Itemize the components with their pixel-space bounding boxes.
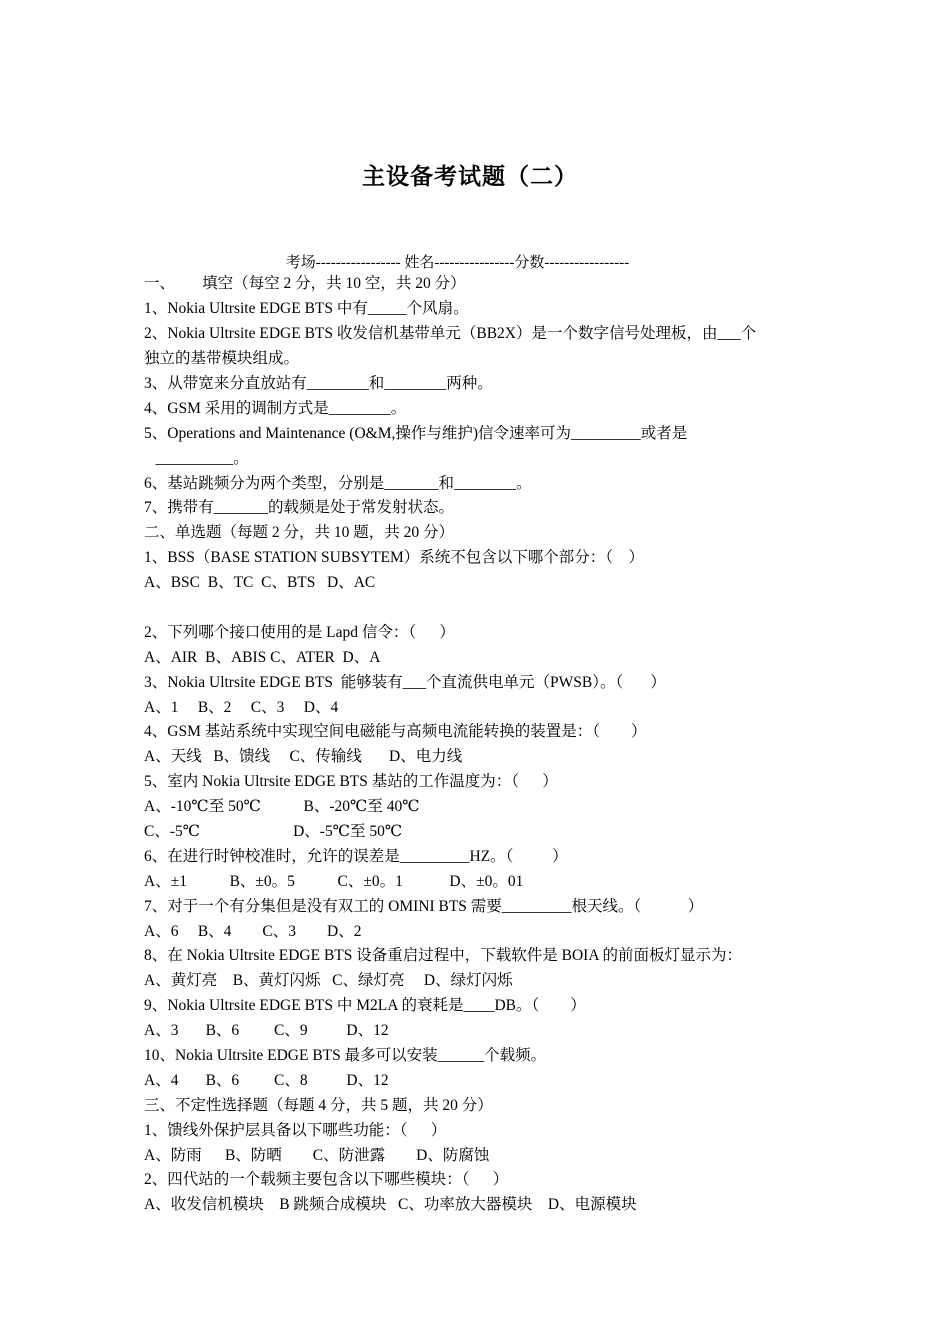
text-line: 2、四代站的一个载频主要包含以下哪些模块：（ ） (144, 1171, 509, 1188)
text-line: 4、GSM 采用的调制方式是________。 (144, 400, 407, 417)
text-line: 3、Nokia Ultrsite EDGE BTS 能够装有___个直流供电单元（PWSB）。（ ） (144, 674, 666, 691)
text-line: 5、Operations and Maintenance (O&M,操作与维护)信令速率可为_________或者是 (144, 425, 688, 442)
text-line: A、防雨 B、防晒 C、防泄露 D、防腐蚀 (144, 1147, 490, 1164)
text-line: A、BSC B、TC C、BTS D、AC (144, 574, 376, 591)
text-line: A、6 B、4 C、3 D、2 (144, 923, 362, 940)
text-line: 9、Nokia Ultrsite EDGE BTS 中 M2LA 的衰耗是____DB。（ ） (144, 997, 586, 1014)
text-line: 1、Nokia Ultrsite EDGE BTS 中有_____个风扇。 (144, 300, 469, 317)
text-line: 10、Nokia Ultrsite EDGE BTS 最多可以安装______个载频。 (144, 1047, 547, 1064)
text-line: 8、在 Nokia Ultrsite EDGE BTS 设备重启过程中，下载软件是 BOIA 的前面板灯显示为： (144, 947, 743, 964)
text-line: 1、BSS（BASE STATION SUBSYTEM）系统不包含以下哪个部分：（ ） (144, 549, 644, 566)
text-line: 一、 填空（每空 2 分，共 10 空，共 20 分） (144, 275, 466, 292)
text-line: A、AIR B、ABIS C、ATER D、A (144, 649, 381, 666)
text-line: A、-10℃至 50℃ B、-20℃至 40℃ (144, 798, 420, 815)
exam-header-fields: 考场----------------- 姓名----------------分数----------------- (285, 255, 630, 271)
text-line: 独立的基带模块组成。 (144, 350, 300, 367)
text-line: 7、携带有_______的载频是处于常发射状态。 (144, 499, 455, 516)
text-line: 7、对于一个有分集但是没有双工的 OMINI BTS 需要_________根天线。（ ） (144, 898, 704, 915)
text-line: 6、基站跳频分为两个类型，分别是_______和________。 (144, 475, 532, 492)
text-line: A、天线 B、馈线 C、传输线 D、电力线 (144, 748, 463, 765)
text-line: 4、GSM 基站系统中实现空间电磁能与高频电流能转换的装置是：（ ） (144, 723, 647, 740)
text-line: A、1 B、2 C、3 D、4 (144, 699, 339, 716)
text-line: 3、从带宽来分直放站有________和________两种。 (144, 375, 493, 392)
text-line: 2、下列哪个接口使用的是 Lapd 信令：（ ） (144, 624, 455, 641)
text-line: 二、单选题（每题 2 分，共 10 题，共 20 分） (144, 524, 455, 541)
text-line: C、-5℃ D、-5℃至 50℃ (144, 823, 403, 840)
text-line: A、±1 B、±0。5 C、±0。1 D、±0。01 (144, 873, 524, 890)
text-line: 5、室内 Nokia Ultrsite EDGE BTS 基站的工作温度为：（ ） (144, 773, 558, 790)
text-line: 1、馈线外保护层具备以下哪些功能：（ ） (144, 1122, 447, 1139)
page-title: 主设备考试题（二） (362, 164, 578, 189)
text-line: A、收发信机模块 B 跳频合成模块 C、功率放大器模块 D、电源模块 (144, 1196, 637, 1213)
text-line: A、黄灯亮 B、黄灯闪烁 C、绿灯亮 D、绿灯闪烁 (144, 972, 513, 989)
text-line: 2、Nokia Ultrsite EDGE BTS 收发信机基带单元（BB2X）是一个数字信号处理板，由___个 (144, 325, 757, 342)
text-line: A、3 B、6 C、9 D、12 (144, 1022, 389, 1039)
text-line: A、4 B、6 C、8 D、12 (144, 1072, 389, 1089)
text-line: 三、不定性选择题（每题 4 分，共 5 题，共 20 分） (144, 1097, 493, 1114)
text-line: __________。 (144, 450, 249, 467)
text-line: 6、在进行时钟校准时，允许的误差是_________HZ。（ ） (144, 848, 568, 865)
